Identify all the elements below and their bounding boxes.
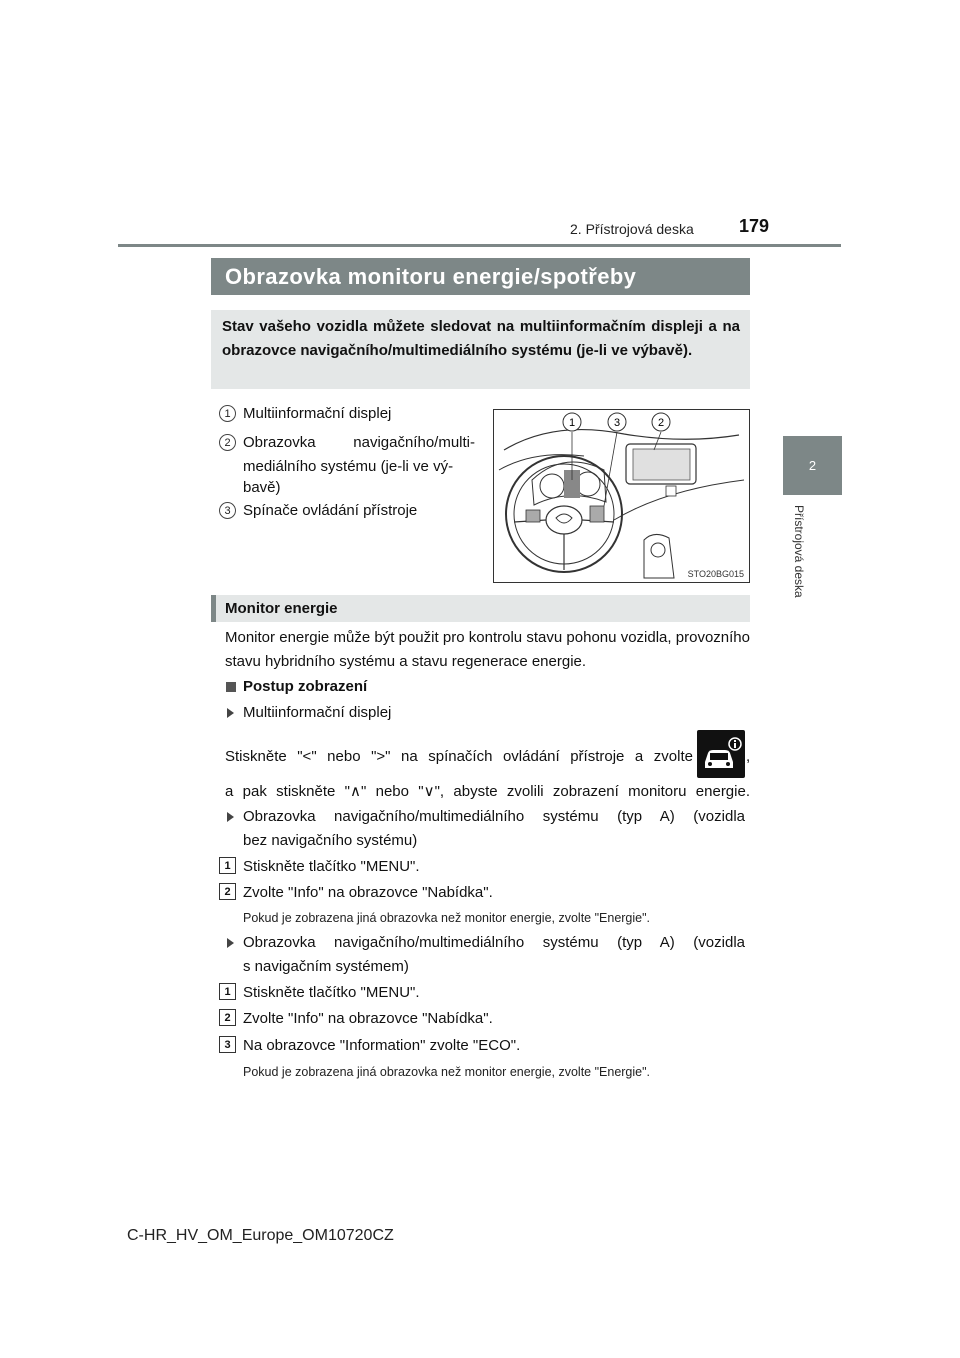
running-header-section: 2. Přístrojová deska [570,221,694,237]
step-number-a2: 2 [219,883,236,900]
step-number-b3: 3 [219,1036,236,1053]
item-2-line2: mediálního systému (je-li ve vý- [243,458,454,475]
item-1-text: Multiinformační displej [243,405,392,422]
header-rule [118,244,841,247]
triangle-bullet-icon [227,812,234,822]
dashboard-illustration [494,410,749,582]
dashboard-figure [493,409,750,583]
item-number-2: 2 [219,434,236,451]
triangle-bullet-icon [227,938,234,948]
callout-3: 3 [613,417,621,429]
square-bullet-icon [226,682,236,692]
nav-b-line-1: Obrazovka navigačního/multimediálního systému (typ A) (vozidla [243,934,745,951]
step-a2-text: Zvolte "Info" na obrazovce "Nabídka". [243,884,493,901]
procedure-heading: Postup zobrazení [243,678,368,695]
page-title: Obrazovka monitoru energie/spotřeby [211,258,750,295]
item-3-text: Spínače ovládání přístroje [243,502,418,519]
item-number-3: 3 [219,502,236,519]
nav-b-line-2: s navigačním systémem) [243,958,409,975]
nav-a-line-1: Obrazovka navigačního/multimediálního systému (typ A) (vozidla [243,808,745,825]
step-number-b1: 1 [219,983,236,1000]
step-b1-text: Stiskněte tlačítko "MENU". [243,984,420,1001]
chapter-tab-number: 2 [783,436,842,495]
nav-a-line-2: bez navigačního systému) [243,832,418,849]
page-number: 179 [739,216,770,236]
note-a: Pokud je zobrazena jiná obrazovka než monitor energie, zvolte "Energie". [243,911,651,925]
step-number-b2: 2 [219,1009,236,1026]
intro-box: Stav vašeho vozidla můžete sledovat na multiinformačním displeji a na obrazovce navigačního/multimediálního systému (je-li ve výbavě). [211,310,750,389]
press-comma: , [746,748,751,765]
footer-doc-code: C-HR_HV_OM_Europe_OM10720CZ [127,1227,394,1244]
callout-1: 1 [568,417,576,429]
press-line-2: a pak stiskněte "∧" nebo "∨", abyste zvolili zobrazení monitoru energie. [225,783,750,800]
step-b2-text: Zvolte "Info" na obrazovce "Nabídka". [243,1010,493,1027]
section-heading: Monitor energie [211,595,750,622]
car-info-icon [697,730,745,778]
item-2-line1: Obrazovka navigačního/multi- [243,434,475,451]
chapter-tab-label: Přístrojová deska [792,505,806,598]
step-number-a1: 1 [219,857,236,874]
step-a1-text: Stiskněte tlačítko "MENU". [243,858,420,875]
note-b: Pokud je zobrazena jiná obrazovka než monitor energie, zvolte "Energie". [243,1065,651,1079]
item-2-line3: bavě) [243,479,281,496]
section-paragraph: Monitor energie může být použit pro kontrolu stavu pohonu vozidla, provozního stavu hybridního systému a stavu regenerace energie. [225,629,750,670]
triangle-bullet-icon [227,708,234,718]
callout-2: 2 [657,417,665,429]
step-b3-text: Na obrazovce "Information" zvolte "ECO". [243,1037,521,1054]
figure-code: STO20BG015 [687,569,744,579]
subheading-multiinfo: Multiinformační displej [243,704,392,721]
item-number-1: 1 [219,405,236,422]
press-line-1: Stiskněte "<" nebo ">" na spínačích ovládání přístroje a zvolte [225,748,693,765]
